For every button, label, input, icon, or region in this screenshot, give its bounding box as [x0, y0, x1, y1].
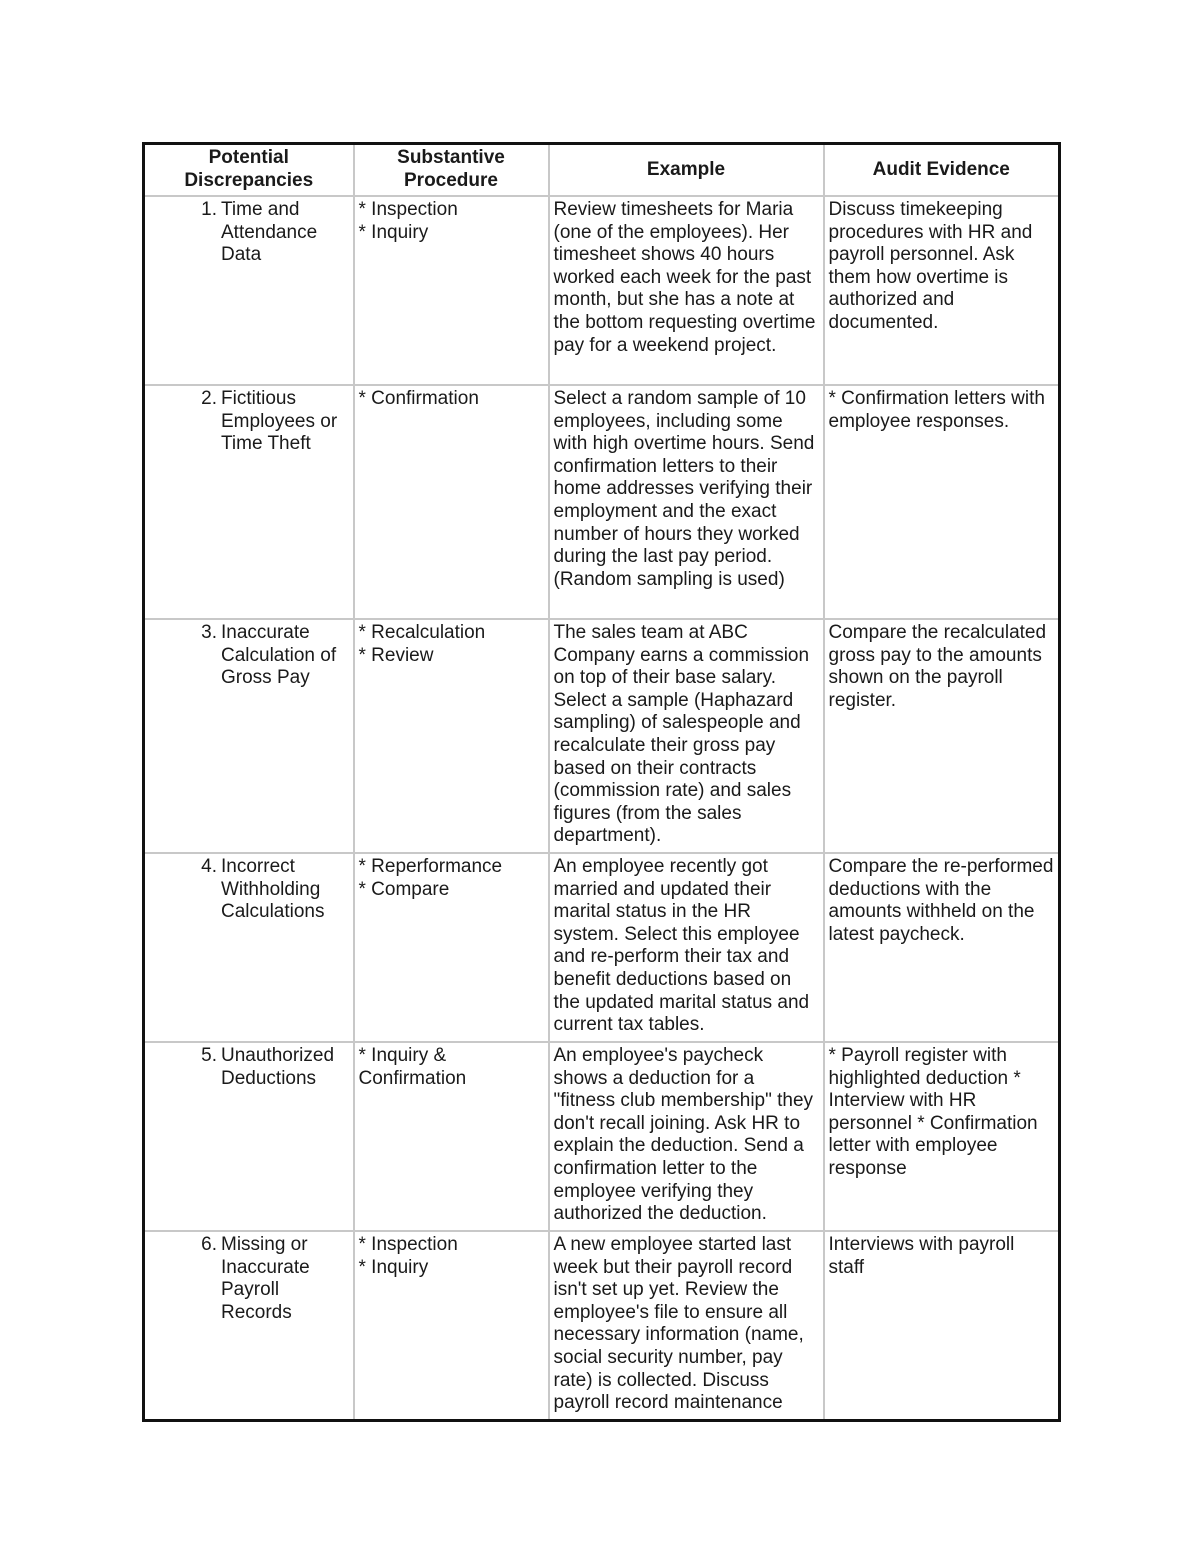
table-row: [144, 196, 1060, 385]
discrepancy-text: Inaccurate Calculation of Gross Pay: [221, 622, 337, 689]
discrepancy-text: Time and Attendance Data: [221, 199, 318, 266]
row-number: 5.: [201, 1045, 217, 1066]
procedure-item: * Inquiry: [358, 1256, 429, 1278]
procedure-item: * Compare: [358, 878, 450, 900]
evidence-cell: Compare the re-performed deductions with the amounts withheld on the latest paycheck.: [824, 853, 1060, 1042]
discrepancy-cell: [144, 1231, 354, 1421]
procedure-item: * Inquiry & Confirmation: [358, 1045, 467, 1089]
procedure-item: * Reperformance: [358, 856, 503, 877]
procedure-cell: [354, 619, 549, 853]
header-substantive-procedure: Substantive Procedure: [354, 144, 549, 197]
row-number: 2.: [201, 388, 217, 409]
discrepancy-text: Missing or Inaccurate Payroll Records: [221, 1234, 310, 1323]
evidence-cell: * Payroll register with highlighted deduction * Interview with HR personnel * Confirmation letter with employee response: [824, 1042, 1060, 1231]
example-cell: Select a random sample of 10 employees, including some with high overtime hours. Send confirmation letters to their home addresses verifying their employment and the exact number of hours they worked during the last pay period. (Random sampling is used): [549, 385, 824, 619]
example-cell: Review timesheets for Maria (one of the employees). Her timesheet shows 40 hours worked each week for the past month, but she has a note at the bottom requesting overtime pay for a weekend project.: [549, 196, 824, 385]
evidence-cell: Compare the recalculated gross pay to the amounts shown on the payroll register.: [824, 619, 1060, 853]
procedure-cell: [354, 196, 549, 385]
procedure-item: * Review: [358, 644, 434, 666]
row-number: 4.: [201, 856, 217, 877]
discrepancy-cell: [144, 196, 354, 385]
example-cell: An employee's paycheck shows a deduction for a "fitness club membership" they don't recall joining. Ask HR to explain the deduction. Send a confirmation letter to the employee verifying they authorized the deduction.: [549, 1042, 824, 1231]
discrepancy-cell: [144, 385, 354, 619]
evidence-cell: * Confirmation letters with employee responses.: [824, 385, 1060, 619]
audit-procedures-table: [142, 142, 1061, 1422]
procedure-cell: [354, 385, 549, 619]
header-row: [144, 144, 1060, 197]
discrepancy-cell: [144, 1042, 354, 1231]
example-cell: An employee recently got married and updated their marital status in the HR system. Select this employee and re-perform their tax and benefit deductions based on the updated marital status and current tax tables.: [549, 853, 824, 1042]
evidence-cell: Interviews with payroll staff: [824, 1231, 1060, 1421]
evidence-cell: Discuss timekeeping procedures with HR and payroll personnel. Ask them how overtime is authorized and documented.: [824, 196, 1060, 385]
procedure-item: * Inspection: [358, 199, 458, 220]
header-example: Example: [549, 144, 824, 197]
example-cell: A new employee started last week but their payroll record isn't set up yet. Review the employee's file to ensure all necessary information (name, social security number, pay rate) is collected. Discuss payroll record maintenance: [549, 1231, 824, 1421]
table-row: [144, 853, 1060, 1042]
procedure-item: * Inspection: [358, 1234, 458, 1255]
discrepancy-text: Fictitious Employees or Time Theft: [221, 388, 338, 455]
procedure-item: * Confirmation: [358, 388, 479, 409]
header-potential-discrepancies: Potential Discrepancies: [144, 144, 354, 197]
procedure-cell: [354, 1042, 549, 1231]
procedure-cell: [354, 853, 549, 1042]
row-number: 1.: [201, 199, 217, 220]
header-audit-evidence: Audit Evidence: [824, 144, 1060, 197]
row-number: 3.: [201, 622, 217, 643]
discrepancy-cell: [144, 853, 354, 1042]
table-row: [144, 1231, 1060, 1421]
discrepancy-text: Unauthorized Deductions: [221, 1045, 335, 1089]
table-row: [144, 1042, 1060, 1231]
table-row: [144, 619, 1060, 853]
procedure-item: * Recalculation: [358, 622, 486, 643]
discrepancy-cell: [144, 619, 354, 853]
row-number: 6.: [201, 1234, 217, 1255]
procedure-cell: [354, 1231, 549, 1421]
procedure-item: * Inquiry: [358, 221, 429, 243]
discrepancy-text: Incorrect Withholding Calculations: [221, 856, 325, 923]
example-cell: The sales team at ABC Company earns a commission on top of their base salary. Select a sample (Haphazard sampling) of salespeople and recalculate their gross pay based on their contracts (commission rate) and sales figures (from the sales department).: [549, 619, 824, 853]
table-row: [144, 385, 1060, 619]
